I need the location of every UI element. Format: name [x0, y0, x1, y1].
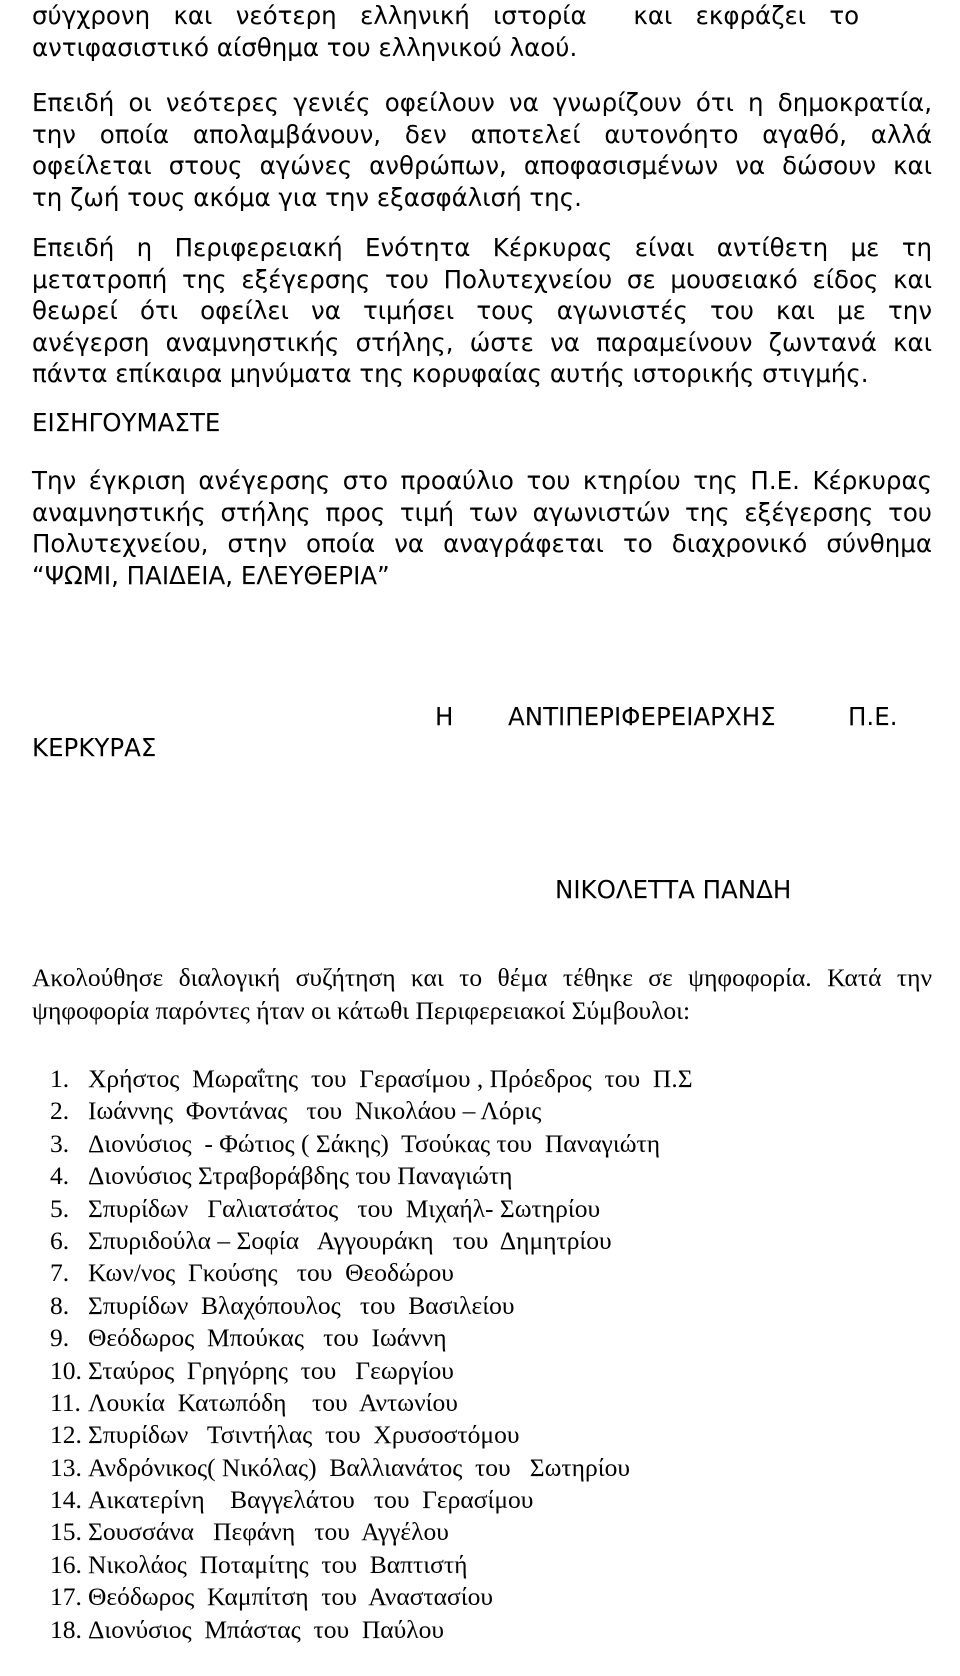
text-line: ανέγερση αναμνηστικής στήλης, ώστε να παραμείνουν ζωντανά και — [32, 327, 932, 357]
list-item-number: 18. — [50, 1614, 82, 1644]
text-line: πάντα επίκαιρα μηνύματα της κορυφαίας αυτής ιστορικής στιγμής. — [32, 359, 869, 388]
proposal-paragraph — [32, 465, 932, 591]
list-item-number: 14. — [50, 1485, 82, 1515]
list-item — [50, 1386, 693, 1418]
list-item-number: 8. — [50, 1290, 70, 1320]
list-item — [50, 1094, 693, 1126]
signature-title: ΑΝΤΙΠΕΡΙΦΕΡΕΙΑΡΧΗΣ — [508, 702, 776, 731]
list-item — [50, 1159, 693, 1191]
text-line: οφείλεται στους αγώνες ανθρώπων, αποφασισμένων να δώσουν και — [32, 151, 932, 180]
list-item-number: 1. — [50, 1064, 70, 1093]
paragraph-democracy — [32, 87, 932, 213]
list-item — [50, 1062, 693, 1094]
list-item — [50, 1451, 693, 1483]
member-name: Διονύσιος Στραβοράβδης του Παναγιώτη — [88, 1161, 513, 1191]
member-name: Λουκία Κατωπόδη του Αντωνίου — [88, 1387, 458, 1417]
text-line: μετατροπή της εξέγερσης του Πολυτεχνείου σε μουσειακό είδος και — [32, 264, 932, 294]
intro-line: αντιφασιστικό αίσθημα του ελληνικού λαού. — [32, 32, 578, 62]
member-name: Σπυρίδων Βλαχόπουλος του Βασιλείου — [88, 1290, 515, 1320]
list-item — [50, 1613, 693, 1645]
member-name: Ιωάννης Φοντάνας του Νικολάου – Λόρις — [88, 1096, 542, 1126]
list-item-number: 4. — [50, 1161, 70, 1191]
member-name: Σπυρίδων Γαλιατσάτος του Μιχαήλ- Σωτηρίου — [88, 1193, 601, 1223]
member-name: Σουσσάνα Πεφάνη του Αγγέλου — [88, 1517, 449, 1547]
list-item — [50, 1580, 693, 1612]
list-item — [50, 1354, 693, 1386]
member-name: Σπυρίδων Τσιντήλας του Χρυσοστόμου — [88, 1420, 520, 1450]
list-item-number: 5. — [50, 1193, 70, 1223]
member-name: Θεόδωρος Καμπίτση του Αναστασίου — [88, 1582, 494, 1612]
list-item — [50, 1256, 693, 1288]
list-item — [50, 1483, 693, 1515]
member-name: Ανδρόνικος( Νικόλας) Βαλλιανάτος του Σωτηρίου — [88, 1452, 630, 1482]
list-item-number: 3. — [50, 1128, 70, 1158]
list-item — [50, 1224, 693, 1256]
text-line: τη ζωή τους ακόμα για την εξασφάλισή της. — [32, 182, 582, 212]
vote-paragraph — [32, 961, 932, 1027]
member-name: Διονύσιος Μπάστας του Παύλου — [88, 1614, 444, 1644]
list-item — [50, 1289, 693, 1321]
paragraph-regional-unit — [32, 232, 932, 390]
list-item-number: 16. — [50, 1549, 82, 1579]
member-name: Διονύσιος - Φώτιος ( Σάκης) Τσούκας του Παναγιώτη — [88, 1128, 661, 1158]
text-line: Πολυτεχνείου, στην οποία να αναγράφεται το διαχρονικό σύνθημα — [32, 529, 932, 558]
member-name: Νικολάος Ποταμίτης του Βαπτιστή — [88, 1549, 468, 1579]
list-item-number: 12. — [50, 1420, 82, 1450]
list-item — [50, 1418, 693, 1450]
list-item-number: 2. — [50, 1096, 70, 1126]
list-item — [50, 1548, 693, 1580]
text-line: “ΨΩΜΙ, ΠΑΙΔΕΙΑ, ΕΛΕΥΘΕΡΙΑ” — [32, 560, 390, 590]
list-item — [50, 1192, 693, 1224]
member-name: Κων/νος Γκούσης του Θεοδώρου — [88, 1258, 454, 1288]
member-name: Σπυριδούλα – Σοφία Αγγουράκη του Δημητρίου — [88, 1225, 612, 1255]
list-item-number: 7. — [50, 1258, 70, 1288]
member-name: Σταύρος Γρηγόρης του Γεωργίου — [88, 1355, 454, 1385]
list-item — [50, 1515, 693, 1547]
member-name: Θεόδωρος Μπούκας του Ιωάννη — [88, 1323, 447, 1353]
text-line: αναμνηστικής στήλης προς τιμή των αγωνιστών της εξέγερσης του — [32, 497, 932, 527]
intro-line: σύγχρονη και νεότερη ελληνική ιστορία και εκφράζει το — [32, 1, 860, 30]
list-item — [50, 1127, 693, 1159]
text-line: Επειδή η Περιφερειακή Ενότητα Κέρκυρας είναι αντίθετη με τη — [32, 233, 932, 262]
signature-region: ΚΕΡΚΥΡΑΣ — [32, 733, 157, 762]
signatory-name: ΝΙΚΟΛΕΤΤΑ ΠΑΝΔΗ — [555, 875, 792, 904]
list-item-number: 17. — [50, 1582, 82, 1612]
member-name: Αικατερίνη Βαγγελάτου του Γερασίμου — [88, 1485, 534, 1515]
list-item-number: 9. — [50, 1323, 70, 1353]
text-line: Την έγκριση ανέγερσης στο προαύλιο του κτηρίου της Π.Ε. Κέρκυρας — [32, 466, 932, 495]
text-line: την οποία απολαμβάνουν, δεν αποτελεί αυτονόητο αγαθό, αλλά — [32, 119, 932, 149]
proposal-heading: ΕΙΣΗΓΟΥΜΑΣΤΕ — [32, 408, 221, 437]
signature-article: Η — [435, 702, 454, 731]
text-line: θεωρεί ότι οφείλει να τιμήσει τους αγωνιστές του και με την — [32, 296, 932, 325]
intro-paragraph — [32, 0, 932, 63]
list-item-number: 15. — [50, 1517, 82, 1547]
text-line: Επειδή οι νεότερες γενιές οφείλουν να γνωρίζουν ότι η δημοκρατία, — [32, 88, 932, 117]
list-item-number: 6. — [50, 1225, 70, 1255]
signature-unit: Π.Ε. — [848, 702, 898, 731]
list-item-number: 11. — [50, 1387, 81, 1417]
text-line: ψηφοφορία παρόντες ήταν οι κάτωθι Περιφερειακοί Σύμβουλοι: — [32, 996, 691, 1025]
member-name: Χρήστος Μωραΐτης του Γερασίμου , Πρόεδρος του Π.Σ — [88, 1064, 693, 1093]
list-item-number: 13. — [50, 1452, 82, 1482]
list-item — [50, 1321, 693, 1353]
text-line: Ακολούθησε διαλογική συζήτηση και το θέμα τέθηκε σε ψηφοφορία. Κατά την — [32, 963, 932, 992]
list-item-number: 10. — [50, 1355, 82, 1385]
council-members-list — [50, 1062, 693, 1645]
